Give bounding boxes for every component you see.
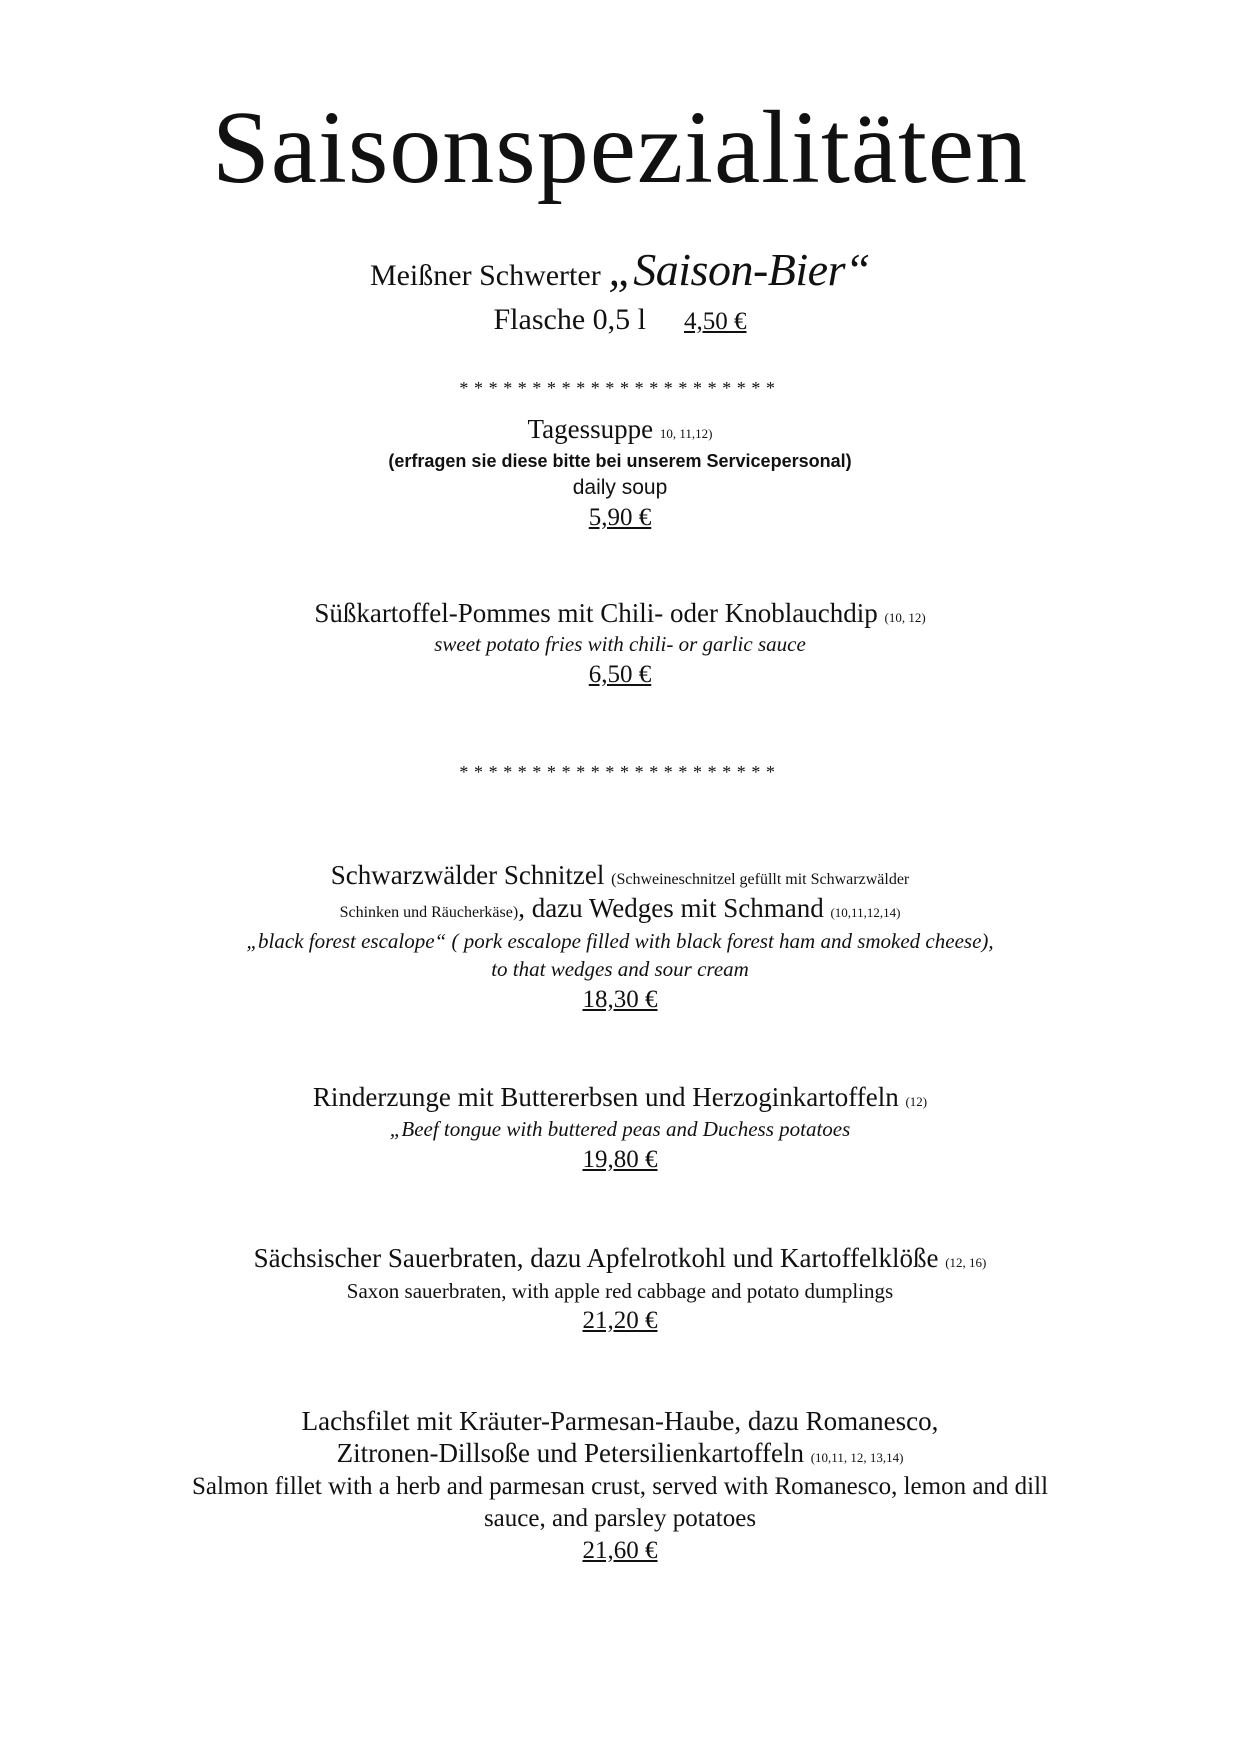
soup-note: (erfragen sie diese bitte bei unserem Servicepersonal) xyxy=(388,451,852,471)
beer-price: 4,50 € xyxy=(683,308,747,335)
separator-1: ********************** xyxy=(459,378,781,398)
schnitzel-heading-line1 xyxy=(0,860,1240,891)
soup-name: Tagessuppe xyxy=(527,414,654,444)
fries-heading xyxy=(0,598,1240,629)
schnitzel-note-part2: Schinken und Räucherkäse) xyxy=(339,904,519,921)
beer-highlight: „Saison-Bier“ xyxy=(608,244,871,295)
soup-allergens: 10, 11,12) xyxy=(659,426,713,441)
fries-name: Süßkartoffel-Pommes mit Chili- oder Knoblauchdip xyxy=(314,598,878,628)
sauerbraten-allergens: (12, 16) xyxy=(945,1255,987,1270)
salmon-price: 21,60 € xyxy=(582,1537,658,1564)
salmon-heading-line1: Lachsfilet mit Kräuter-Parmesan-Haube, dazu Romanesco, xyxy=(301,1406,939,1436)
salmon-allergens: (10,11, 12, 13,14) xyxy=(810,1450,904,1465)
schnitzel-english-line2: to that wedges and sour cream xyxy=(491,957,749,981)
tongue-allergens: (12) xyxy=(905,1094,928,1109)
salmon-english-line1: Salmon fillet with a herb and parmesan crust, served with Romanesco, lemon and dill xyxy=(191,1473,1049,1500)
tongue-price: 19,80 € xyxy=(582,1146,658,1173)
separator-2: ********************** xyxy=(459,762,781,782)
schnitzel-allergens: (10,11,12,14) xyxy=(830,905,901,920)
sauerbraten-price: 21,20 € xyxy=(582,1307,658,1334)
beer-heading xyxy=(0,244,1240,297)
schnitzel-english-line1: „black forest escalope“ ( pork escalope filled with black forest ham and smoked cheese), xyxy=(246,929,994,953)
beer-name: Meißner Schwerter xyxy=(369,259,609,292)
sauerbraten-name: Sächsischer Sauerbraten, dazu Apfelrotkohl und Kartoffelklöße xyxy=(253,1243,939,1273)
page-title: Saisonspezialitäten xyxy=(211,90,1029,205)
schnitzel-name-part2: , dazu Wedges mit Schmand xyxy=(518,893,824,923)
soup-price: 5,90 € xyxy=(588,504,652,531)
sauerbraten-heading xyxy=(0,1243,1240,1274)
tongue-heading xyxy=(0,1082,1240,1113)
beer-bottle: Flasche 0,5 l xyxy=(493,303,646,336)
soup-english: daily soup xyxy=(572,476,668,499)
salmon-name-line2: Zitronen-Dillsoße und Petersilienkartoffeln xyxy=(336,1438,804,1468)
sauerbraten-english: Saxon sauerbraten, with apple red cabbage and potato dumplings xyxy=(346,1279,894,1303)
schnitzel-note-part1: (Schweineschnitzel gefüllt mit Schwarzwälder xyxy=(611,871,910,888)
tongue-english: „Beef tongue with buttered peas and Duchess potatoes xyxy=(389,1117,851,1141)
schnitzel-name: Schwarzwälder Schnitzel xyxy=(330,860,605,890)
salmon-heading-line2 xyxy=(0,1438,1240,1469)
beer-details xyxy=(0,303,1240,338)
tongue-name: Rinderzunge mit Buttererbsen und Herzoginkartoffeln xyxy=(312,1082,899,1112)
fries-english: sweet potato fries with chili- or garlic sauce xyxy=(434,632,806,656)
fries-allergens: (10, 12) xyxy=(884,610,926,625)
salmon-english-line2: sauce, and parsley potatoes xyxy=(483,1505,757,1532)
soup-heading xyxy=(0,414,1240,445)
schnitzel-price: 18,30 € xyxy=(582,986,658,1013)
fries-price: 6,50 € xyxy=(588,661,652,688)
schnitzel-heading-line2 xyxy=(0,893,1240,924)
